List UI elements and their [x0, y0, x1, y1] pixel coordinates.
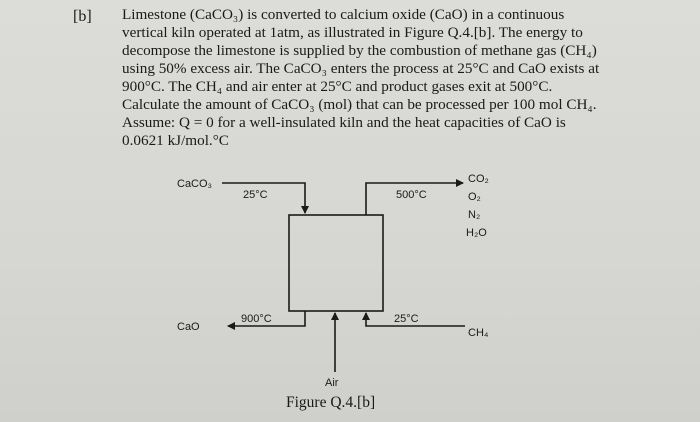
gas-o2-label: O₂: [468, 191, 481, 203]
gas-co2-label: CO₂: [468, 173, 489, 185]
air-label: Air: [325, 377, 339, 389]
cao-label: CaO: [177, 321, 200, 333]
problem-line: Limestone (CaCO₃) is converted to calcium oxide (CaO) in a continuous: [122, 6, 565, 23]
caco3-label: CaCO₃: [177, 178, 213, 190]
question-label: [b]: [73, 8, 92, 25]
ch4-temp-label: 25°C: [394, 313, 419, 325]
problem-line: vertical kiln operated at 1atm, as illustrated in Figure Q.4.[b]. The energy to: [122, 24, 583, 41]
gas-h2o-label: H₂O: [466, 227, 487, 239]
kiln-box: [289, 215, 383, 311]
problem-line: decompose the limestone is supplied by the combustion of methane gas (CH₄): [122, 42, 597, 59]
caco3-temp-label: 25°C: [243, 189, 268, 201]
figure-caption: Figure Q.4.[b]: [286, 394, 376, 411]
gas-temp-label: 500°C: [396, 189, 427, 201]
problem-line: Assume: Q = 0 for a well-insulated kiln and the heat capacities of CaO is: [122, 114, 566, 131]
problem-line: using 50% excess air. The CaCO₃ enters the process at 25°C and CaO exists at: [122, 60, 600, 77]
gas-n2-label: N₂: [468, 209, 481, 221]
ch4-label: CH₄: [468, 327, 489, 339]
problem-line: 0.0621 kJ/mol.°C: [122, 132, 229, 149]
cao-temp-label: 900°C: [241, 313, 272, 325]
problem-line: 900°C. The CH₄ and air enter at 25°C and product gases exit at 500°C.: [122, 78, 553, 95]
problem-line: Calculate the amount of CaCO₃ (mol) that can be processed per 100 mol CH₄.: [122, 96, 597, 113]
